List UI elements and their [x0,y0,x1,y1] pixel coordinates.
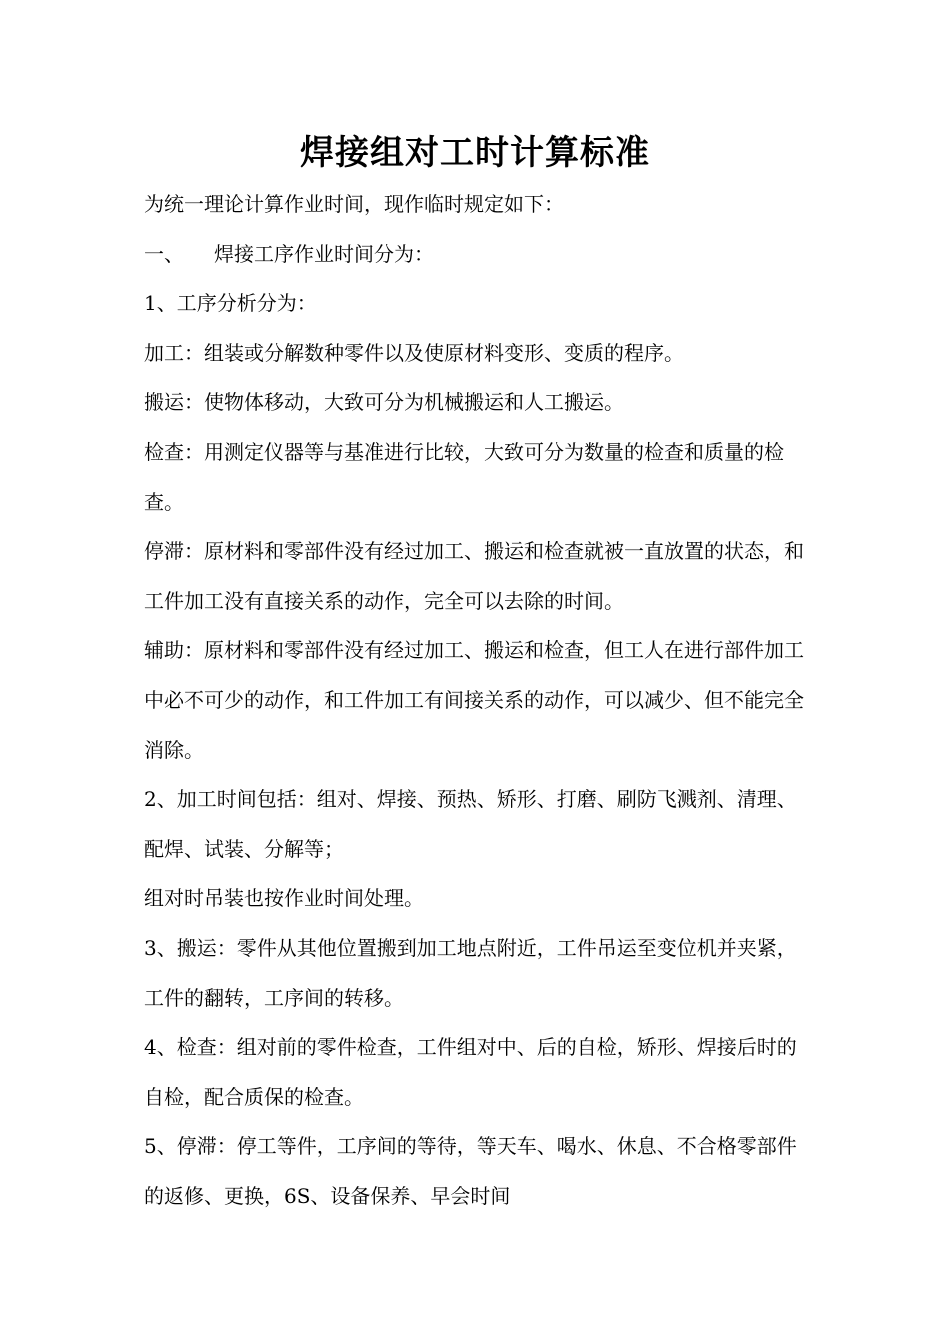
paragraph-auxiliary: 辅助：原材料和零部件没有经过加工、搬运和检查，但工人在进行部件加工中必不可少的动作，和工件加工有间接关系的动作，可以减少、但不能完全消除。 [144,638,804,762]
paragraph-stagnation: 停滞：原材料和零部件没有经过加工、搬运和检查就被一直放置的状态，和工件加工没有直接关系的动作，完全可以去除的时间。 [144,539,804,613]
paragraph-inspection: 检查：用测定仪器等与基准进行比较，大致可分为数量的检查和质量的检查。 [144,439,784,514]
section-heading-1 [144,230,814,280]
paragraph-item-3: 3、搬运：零件从其他位置搬到加工地点附近，工件吊运至变位机并夹紧，工件的翻转，工序间的转移。 [144,935,797,1010]
section-heading-text: 焊接工序作业时间分为： [214,241,434,266]
paragraph-item-4: 4、检查：组对前的零件检查，工件组对中、后的自检，矫形、焊接后时的自检，配合质保的检查。 [144,1035,797,1109]
intro-paragraph: 为统一理论计算作业时间，现作临时规定如下： [144,192,564,216]
paragraph-item-5: 5、停滞：停工等件，工序间的等待，等天车、喝水、休息、不合格零部件的返修、更换，6S、设备保养、早会时间 [144,1134,797,1208]
paragraph-process-analysis: 1、工序分析分为： [144,291,317,316]
paragraph-processing: 加工：组装或分解数种零件以及使原材料变形、变质的程序。 [144,340,684,365]
document-title: 焊接组对工时计算标准 [300,133,650,173]
paragraph-item-2: 2、加工时间包括：组对、焊接、预热、矫形、打磨、刷防飞溅剂、清理、配焊、试装、分解等； [144,787,797,861]
section-number: 一、 [144,241,184,266]
paragraph-transport: 搬运：使物体移动，大致可分为机械搬运和人工搬运。 [144,390,624,415]
paragraph-hoisting: 组对时吊装也按作业时间处理。 [144,886,424,911]
document-body [144,180,814,1221]
